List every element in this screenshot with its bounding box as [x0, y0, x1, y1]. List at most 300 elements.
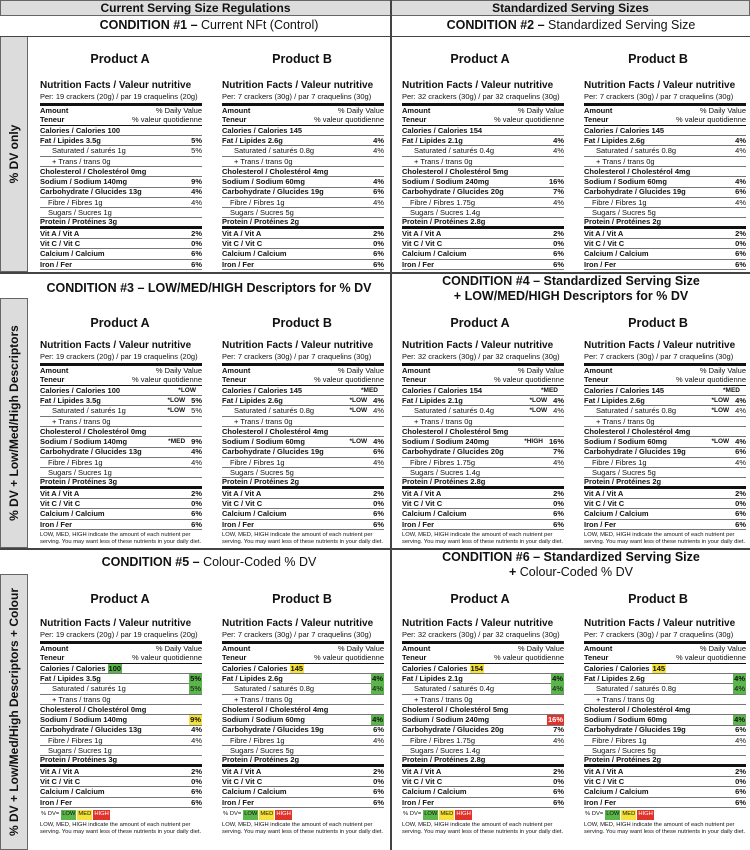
dv-value: 6% — [735, 787, 746, 797]
dv-value: 6% — [735, 509, 746, 519]
nutrient-row — [584, 798, 746, 808]
nutrient-dv — [191, 787, 202, 797]
nutrient-dv — [373, 798, 384, 808]
dv-value: 5% — [191, 146, 202, 156]
dv-value: 6% — [373, 509, 384, 519]
level-descriptor: *MED — [541, 386, 558, 394]
nutrient-name: Vit C / Vit C — [40, 238, 81, 248]
dv-value: 4% — [191, 197, 202, 207]
nutrient-name: Calcium / Calcium — [40, 249, 105, 259]
nutrient-row — [222, 427, 384, 437]
nutrient-dv — [733, 715, 746, 725]
nutrient-row — [402, 386, 564, 396]
nutrient-row — [402, 198, 564, 208]
nutrient-name: + Trans / trans 0g — [52, 694, 111, 704]
nutrient-name: Carbohydrate / Glucides 19g — [584, 187, 686, 197]
colour-legend — [40, 810, 202, 820]
nutrient-name: Cholesterol / Cholestérol 0mg — [40, 426, 147, 436]
descriptor-note: LOW, MED, HIGH indicate the amount of each nutrient per serving. You may want less of these nutrients in your daily diet. — [40, 821, 202, 835]
dv-value: 16% — [548, 177, 564, 187]
nutrient-row — [40, 787, 202, 797]
nutrient-dv — [371, 684, 384, 694]
daily-value-heading: % Daily Value % valeur quotidienne — [493, 643, 564, 663]
nutrient-row — [402, 188, 564, 198]
nutrient-row — [40, 715, 202, 725]
dv-value: 4% — [373, 437, 384, 447]
nutrient-row — [40, 406, 202, 416]
nutrient-row — [584, 386, 746, 396]
nutrient-row — [402, 777, 564, 787]
nutrient-row — [222, 458, 384, 468]
dv-value: 4% — [552, 684, 563, 694]
serving-size: Per: 7 crackers (30g) / par 7 craquelins (30g) — [222, 630, 384, 644]
nutrient-row — [584, 736, 746, 746]
dv-value: 4% — [553, 457, 564, 467]
daily-value-heading: % Daily Value % valeur quotidienne — [493, 105, 564, 125]
nutrient-name: + Trans / trans 0g — [596, 156, 655, 166]
legend-prefix: % DV= — [403, 810, 422, 817]
nutrient-row — [40, 499, 202, 509]
nutrient-row — [584, 777, 746, 787]
nutrient-name: Fat / Lipides 2.6g — [584, 135, 645, 145]
nutrient-dv — [551, 674, 564, 684]
nutrient-dv — [553, 458, 564, 468]
nutrient-name: Iron / Fer — [402, 519, 435, 529]
nutrient-dv — [191, 187, 202, 197]
dv-value: 4% — [372, 715, 383, 725]
nutrient-name: Calcium / Calcium — [222, 787, 287, 797]
nutrient-row — [222, 777, 384, 787]
nutrient-name: Fat / Lipides 3.5g — [40, 395, 101, 405]
condition-2-title: CONDITION #2 – Standardized Serving Size — [392, 18, 750, 33]
nutrient-row — [222, 705, 384, 715]
nutrient-row — [584, 705, 746, 715]
dv-value: 6% — [373, 187, 384, 197]
dv-value: 6% — [553, 519, 564, 529]
nutrient-name: Saturated / saturés 0.4g — [414, 146, 495, 156]
nutrient-row — [40, 736, 202, 746]
level-descriptor: *LOW — [711, 438, 730, 446]
nutrient-row — [222, 239, 384, 249]
nutrient-row — [402, 499, 564, 509]
nutrient-dv — [735, 736, 746, 746]
nutrient-dv — [735, 458, 746, 468]
column-header-standardized: Standardized Serving Sizes — [391, 0, 750, 16]
nutrient-name: Fat / Lipides 3.5g — [40, 135, 101, 145]
dv-value: 9% — [191, 177, 202, 187]
nutrient-row — [222, 229, 384, 239]
condition-3-title: CONDITION #3 – LOW/MED/HIGH Descriptors for % DV — [28, 281, 390, 296]
nutrient-dv — [553, 146, 564, 156]
dv-value: 6% — [191, 797, 202, 807]
nutrient-dv — [189, 715, 202, 725]
serving-size: Per: 19 crackers (20g) / par 19 craquelins (20g) — [40, 630, 202, 644]
dv-value: 9% — [191, 437, 202, 447]
nutrient-dv — [191, 489, 202, 499]
nutrient-name: Protein / Protéines 2g — [584, 477, 662, 487]
nutrient-row — [40, 188, 202, 198]
serving-size: Per: 32 crackers (30g) / par 32 craquelins (30g) — [402, 352, 564, 366]
nutrient-name: Saturated / saturés 0.8g — [596, 406, 677, 416]
nutrient-dv — [553, 489, 564, 499]
nutrient-row — [402, 664, 564, 674]
nutrient-name: Sugars / Sucres 1g — [48, 746, 112, 756]
dv-value: 4% — [553, 146, 564, 156]
nutrient-name: Sodium / Sodium 140mg — [40, 177, 128, 187]
nutrient-dv — [191, 499, 202, 509]
daily-value-heading: % Daily Value % valeur quotidienne — [131, 643, 202, 663]
dv-value: 4% — [191, 735, 202, 745]
dv-value: 5% — [191, 406, 202, 416]
nutrient-row — [584, 684, 746, 694]
dv-value: 2% — [373, 488, 384, 498]
daily-value-heading: % Daily Value % valeur quotidienne — [493, 365, 564, 385]
nutrient-row — [40, 437, 202, 447]
nutrient-dv — [553, 520, 564, 530]
serving-size: Per: 7 crackers (30g) / par 7 craquelins (30g) — [584, 352, 746, 366]
colour-legend — [402, 810, 564, 820]
nutrient-name: Calories / Calories 100 — [40, 663, 122, 673]
nutrient-row — [40, 167, 202, 177]
nutrient-row — [222, 146, 384, 156]
nutrient-name: Calories / Calories 154 — [402, 385, 483, 395]
nutrient-name: Sugars / Sucres 1.4g — [410, 746, 481, 756]
nutrient-dv — [553, 787, 564, 797]
level-descriptor: *LOW — [529, 396, 548, 404]
dv-value: 6% — [373, 259, 384, 269]
serving-size: Per: 32 crackers (30g) / par 32 craquelins (30g) — [402, 630, 564, 644]
nutrient-dv — [735, 146, 746, 156]
nutrient-row — [402, 674, 564, 684]
nutrient-dv — [735, 777, 746, 787]
nutrient-row — [40, 218, 202, 228]
nutrient-name: Sodium / Sodium 60mg — [584, 177, 667, 187]
dv-value: 4% — [372, 673, 383, 683]
dv-value: 6% — [373, 249, 384, 259]
nutrient-name: + Trans / trans 0g — [234, 416, 293, 426]
nutrient-name: Saturated / saturés 0.8g — [234, 406, 315, 416]
nutrient-row — [40, 229, 202, 239]
divider — [0, 36, 750, 37]
dv-value: 6% — [373, 787, 384, 797]
nutrient-dv — [553, 447, 564, 457]
condition-1-title: CONDITION #1 – Current NFt (Control) — [28, 18, 390, 33]
legend-prefix: % DV= — [585, 810, 604, 817]
nutrient-name: Vit C / Vit C — [40, 498, 81, 508]
side-bar-colour — [0, 574, 28, 850]
nutrient-row — [40, 726, 202, 736]
nutrient-row — [402, 489, 564, 499]
nutrient-dv — [524, 437, 564, 447]
dv-value: 6% — [735, 259, 746, 269]
nutrient-dv — [191, 136, 202, 146]
nutrient-dv — [189, 674, 202, 684]
dv-value: 4% — [553, 395, 564, 405]
nutrient-name: Iron / Fer — [402, 259, 435, 269]
nutrient-row — [402, 684, 564, 694]
nutrient-dv — [735, 787, 746, 797]
nutrient-dv — [349, 437, 384, 447]
label-header — [402, 366, 564, 386]
nutrient-dv — [553, 187, 564, 197]
legend-med: MED — [439, 810, 454, 820]
nutrition-facts-label — [40, 80, 202, 270]
nutrient-name: Vit C / Vit C — [584, 498, 625, 508]
nutrient-name: Cholesterol / Cholestérol 4mg — [584, 704, 691, 714]
nutrient-row — [40, 260, 202, 270]
nutrient-name: Cholesterol / Cholestérol 5mg — [402, 166, 509, 176]
label-title: Nutrition Facts / Valeur nutritive — [402, 80, 554, 91]
dv-value: 4% — [735, 735, 746, 745]
serving-size: Per: 7 crackers (30g) / par 7 craquelins (30g) — [584, 630, 746, 644]
nutrient-name: Vit C / Vit C — [222, 498, 263, 508]
nutrient-dv — [373, 187, 384, 197]
label-header — [222, 366, 384, 386]
serving-size: Per: 32 crackers (30g) / par 32 craquelins (30g) — [402, 92, 564, 106]
nutrient-name: Vit A / Vit A — [402, 228, 442, 238]
serving-size: Per: 7 crackers (30g) / par 7 craquelins (30g) — [222, 92, 384, 106]
label-title: Nutrition Facts / Valeur nutritive — [584, 340, 736, 351]
nutrient-row — [222, 188, 384, 198]
nutrient-row — [584, 499, 746, 509]
nutrient-name: Fat / Lipides 2.6g — [222, 395, 283, 405]
nutrient-name: Cholesterol / Cholestérol 4mg — [222, 704, 329, 714]
nutrient-name: Fat / Lipides 2.6g — [584, 395, 645, 405]
nutrient-dv — [711, 437, 746, 447]
label-title: Nutrition Facts / Valeur nutritive — [222, 80, 374, 91]
nutrient-name: Vit C / Vit C — [584, 776, 625, 786]
product-a-title: Product A — [90, 316, 150, 330]
nutrient-name: Fibre / Fibres 1g — [230, 457, 285, 467]
label-title: Nutrition Facts / Valeur nutritive — [222, 340, 374, 351]
nutrient-dv — [191, 798, 202, 808]
serving-size: Per: 19 crackers (20g) / par 19 craquelins (20g) — [40, 352, 202, 366]
nutrient-dv — [541, 386, 564, 396]
nutrient-dv — [191, 447, 202, 457]
nutrient-row — [584, 136, 746, 146]
nutrient-name: Calcium / Calcium — [40, 787, 105, 797]
legend-prefix: % DV= — [41, 810, 60, 817]
nutrient-row — [402, 705, 564, 715]
nutrient-name: Carbohydrate / Glucides 19g — [584, 447, 686, 457]
nutrient-name: Calories / Calories 145 — [584, 663, 666, 673]
nutrient-name: Saturated / saturés 1g — [52, 146, 126, 156]
nutrient-row — [584, 406, 746, 416]
nutrient-name: Calories / Calories 145 — [222, 385, 303, 395]
amount-heading: Amount Teneur — [222, 105, 251, 125]
level-descriptor: *LOW — [349, 438, 368, 446]
dv-value: 0% — [191, 498, 202, 508]
nutrient-dv — [361, 386, 384, 396]
nutrition-facts-label — [402, 618, 564, 836]
nutrient-dv — [553, 767, 564, 777]
nutrient-name: Protein / Protéines 2.8g — [402, 755, 486, 765]
nutrient-dv — [191, 736, 202, 746]
nutrient-name: + Trans / trans 0g — [52, 416, 111, 426]
legend-high: HIGH — [93, 810, 110, 820]
condition-5-title: CONDITION #5 – Colour-Coded % DV — [28, 555, 390, 570]
dv-value: 6% — [191, 787, 202, 797]
nutrient-dv — [711, 406, 746, 416]
nutrient-name: Protein / Protéines 2g — [222, 755, 300, 765]
label-header — [584, 366, 746, 386]
colour-legend — [222, 810, 384, 820]
nutrient-dv — [735, 509, 746, 519]
dv-value: 4% — [735, 146, 746, 156]
nutrient-dv — [373, 458, 384, 468]
nutrient-row — [40, 146, 202, 156]
nutrient-name: Vit C / Vit C — [222, 238, 263, 248]
product-a-title: Product A — [450, 52, 510, 66]
nutrient-dv — [735, 725, 746, 735]
nutrient-row — [584, 239, 746, 249]
nutrient-row — [40, 239, 202, 249]
legend-med: MED — [621, 810, 636, 820]
nutrient-row — [222, 499, 384, 509]
level-descriptor: *LOW — [349, 396, 368, 404]
nutrient-dv — [553, 499, 564, 509]
dv-value: 6% — [553, 797, 564, 807]
nutrient-row — [402, 695, 564, 705]
nutrient-dv — [191, 229, 202, 239]
nutrient-name: Sodium / Sodium 140mg — [40, 715, 128, 725]
dv-value: 2% — [373, 766, 384, 776]
nutrient-dv — [723, 386, 746, 396]
nutrient-name: Iron / Fer — [222, 797, 255, 807]
nutrient-name: Vit A / Vit A — [40, 228, 80, 238]
label-header — [222, 644, 384, 664]
nutrient-name: Carbohydrate / Glucides 20g — [402, 447, 504, 457]
product-b-title: Product B — [272, 316, 332, 330]
nutrient-dv — [553, 249, 564, 259]
nutrient-row — [584, 448, 746, 458]
nutrient-name: Sugars / Sucres 5g — [592, 468, 656, 478]
nutrient-dv — [735, 229, 746, 239]
dv-value: 16% — [548, 437, 564, 447]
label-title: Nutrition Facts / Valeur nutritive — [402, 340, 554, 351]
nutrient-name: Iron / Fer — [222, 259, 255, 269]
nutrient-row — [584, 260, 746, 270]
nutrient-name: Sodium / Sodium 60mg — [584, 715, 667, 725]
nutrient-row — [402, 136, 564, 146]
nutrient-row — [40, 249, 202, 259]
calorie-value-highlight: 154 — [470, 663, 484, 673]
nutrient-name: Cholesterol / Cholestérol 4mg — [222, 426, 329, 436]
nutrient-name: Protein / Protéines 3g — [40, 477, 118, 487]
nutrient-name: Fibre / Fibres 1g — [230, 197, 285, 207]
dv-value: 2% — [735, 228, 746, 238]
descriptor-note: LOW, MED, HIGH indicate the amount of each nutrient per serving. You may want less of these nutrients in your daily diet. — [222, 821, 384, 835]
daily-value-heading: % Daily Value % valeur quotidienne — [313, 105, 384, 125]
nutrient-dv — [373, 239, 384, 249]
divider — [390, 0, 392, 850]
dv-value: 4% — [735, 457, 746, 467]
nutrient-dv — [373, 509, 384, 519]
nutrient-row — [584, 715, 746, 725]
nutrient-dv — [373, 520, 384, 530]
nutrient-name: Vit C / Vit C — [222, 776, 263, 786]
nutrient-row — [402, 157, 564, 167]
nutrient-row — [402, 756, 564, 766]
nutrient-dv — [167, 406, 202, 416]
nutrient-name: Calcium / Calcium — [584, 249, 649, 259]
nutrient-row — [402, 520, 564, 530]
nutrient-name: Saturated / saturés 0.4g — [414, 406, 495, 416]
amount-heading: Amount Teneur — [584, 105, 613, 125]
nutrient-name: Carbohydrate / Glucides 20g — [402, 725, 504, 735]
nutrient-name: Fibre / Fibres 1g — [48, 197, 103, 207]
nutrient-row — [222, 736, 384, 746]
dv-value: 4% — [553, 406, 564, 416]
nutrient-name: Calories / Calories 145 — [584, 125, 665, 135]
amount-heading: Amount Teneur — [402, 105, 431, 125]
nutrient-name: + Trans / trans 0g — [52, 156, 111, 166]
nutrient-row — [584, 478, 746, 488]
dv-value: 6% — [191, 259, 202, 269]
nutrient-row — [402, 249, 564, 259]
nutrient-name: Fat / Lipides 2.6g — [222, 135, 283, 145]
legend-med: MED — [259, 810, 274, 820]
nutrient-name: Sodium / Sodium 60mg — [584, 437, 667, 447]
nutrient-dv — [735, 520, 746, 530]
dv-value: 4% — [553, 197, 564, 207]
nutrient-name: Fibre / Fibres 1g — [592, 735, 647, 745]
nutrient-name: Vit C / Vit C — [402, 498, 443, 508]
nutrient-row — [40, 520, 202, 530]
nutrition-facts-label — [222, 340, 384, 547]
nutrient-row — [40, 489, 202, 499]
nutrient-row — [222, 695, 384, 705]
daily-value-heading: % Daily Value % valeur quotidienne — [675, 643, 746, 663]
daily-value-heading: % Daily Value % valeur quotidienne — [131, 365, 202, 385]
nutrient-name: Carbohydrate / Glucides 19g — [222, 447, 324, 457]
nutrient-row — [222, 417, 384, 427]
nutrient-name: Vit A / Vit A — [584, 228, 624, 238]
nutrient-row — [402, 177, 564, 187]
nutrient-row — [40, 386, 202, 396]
product-b-title: Product B — [628, 592, 688, 606]
daily-value-heading: % Daily Value % valeur quotidienne — [313, 643, 384, 663]
nutrient-row — [222, 396, 384, 406]
dv-value: 4% — [191, 447, 202, 457]
nutrient-name: Iron / Fer — [222, 519, 255, 529]
legend-low: LOW — [605, 810, 620, 820]
daily-value-heading: % Daily Value % valeur quotidienne — [131, 105, 202, 125]
nutrient-name: Calories / Calories 145 — [222, 663, 304, 673]
nutrient-name: + Trans / trans 0g — [234, 156, 293, 166]
nutrient-row — [40, 674, 202, 684]
nutrient-dv — [191, 767, 202, 777]
dv-value: 6% — [373, 797, 384, 807]
nutrient-name: Fibre / Fibres 1g — [48, 735, 103, 745]
nutrient-row — [402, 427, 564, 437]
nutrient-dv — [735, 177, 746, 187]
label-title: Nutrition Facts / Valeur nutritive — [584, 618, 736, 629]
nutrient-dv — [349, 396, 384, 406]
amount-heading: Amount Teneur — [584, 643, 613, 663]
nutrient-dv — [178, 386, 202, 396]
label-header — [402, 106, 564, 126]
condition-4-title: CONDITION #4 – Standardized Serving Size + LOW/MED/HIGH Descriptors for % DV — [440, 274, 702, 304]
nutrient-row — [584, 177, 746, 187]
nutrition-facts-label — [584, 618, 746, 836]
nutrition-facts-label — [402, 80, 564, 270]
nutrition-facts-label — [222, 618, 384, 836]
product-b-title: Product B — [628, 52, 688, 66]
nutrient-dv — [167, 396, 202, 406]
dv-value: 4% — [372, 684, 383, 694]
nutrient-name: Iron / Fer — [584, 259, 617, 269]
